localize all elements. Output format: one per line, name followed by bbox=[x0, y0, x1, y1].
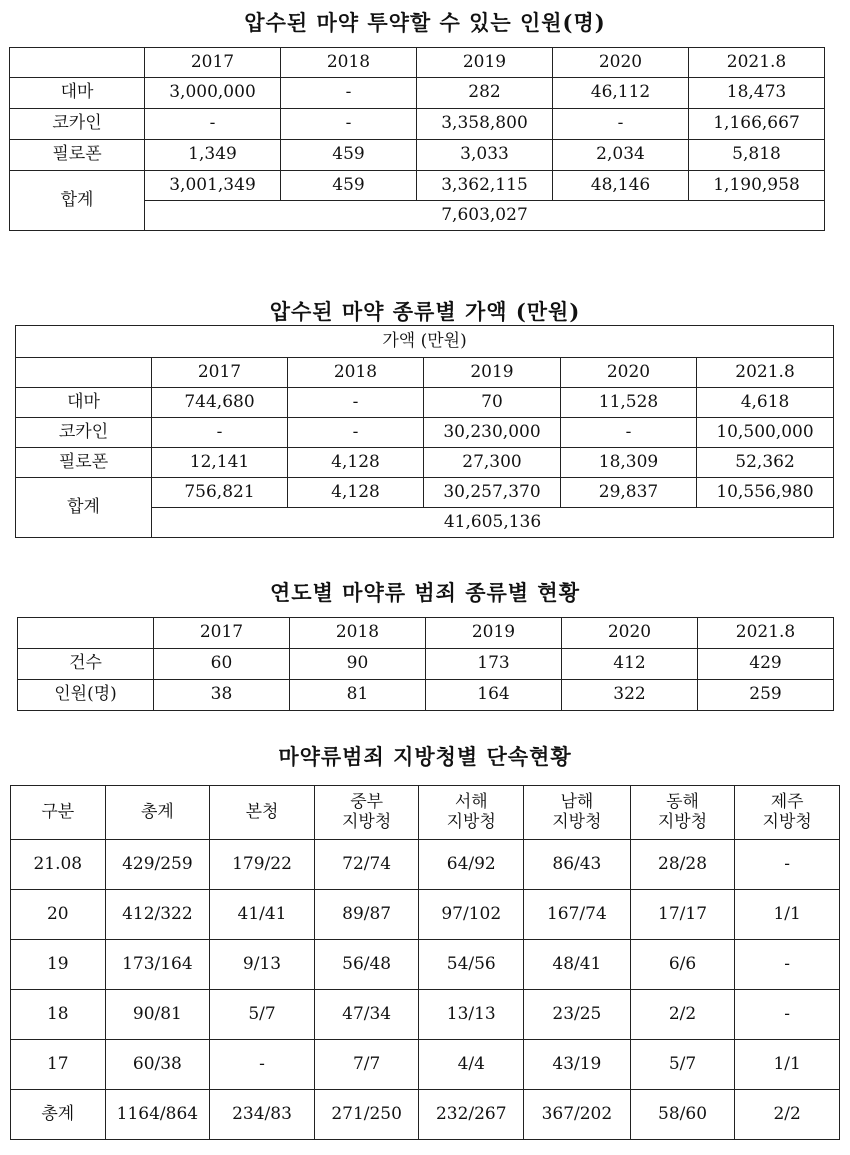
cell: - bbox=[735, 840, 840, 890]
row-label: 건수 bbox=[18, 649, 154, 680]
people-table bbox=[9, 47, 825, 231]
header-namhae: 남해 지방청 bbox=[524, 786, 631, 840]
cell: 173/164 bbox=[105, 940, 210, 990]
cell: 2,034 bbox=[553, 140, 689, 171]
year-header: 2017 bbox=[145, 48, 281, 78]
year-header: 2018 bbox=[288, 358, 424, 388]
cell: 4,128 bbox=[288, 478, 424, 508]
table-row bbox=[18, 649, 834, 680]
cell: 167/74 bbox=[524, 890, 631, 940]
row-label: 대마 bbox=[16, 388, 152, 418]
cell: 1,349 bbox=[145, 140, 281, 171]
corner-cell bbox=[16, 358, 152, 388]
cell: 1164/864 bbox=[105, 1090, 210, 1140]
table-row bbox=[11, 990, 840, 1040]
cell: 3,362,115 bbox=[417, 171, 553, 201]
row-label: 인원(명) bbox=[18, 680, 154, 711]
cell: 54/56 bbox=[419, 940, 524, 990]
table4-title: 마약류범죄 지방청별 단속현황 bbox=[278, 744, 572, 769]
table-row bbox=[16, 418, 834, 448]
regional-table bbox=[10, 785, 840, 1140]
cell: - bbox=[735, 940, 840, 990]
row-label: 필로폰 bbox=[16, 448, 152, 478]
cell: 4/4 bbox=[419, 1040, 524, 1090]
cell: 1/1 bbox=[735, 1040, 840, 1090]
year-header: 2020 bbox=[561, 358, 697, 388]
value-header: 가액 (만원) bbox=[16, 326, 834, 358]
year-header: 2020 bbox=[553, 48, 689, 78]
year-header: 2017 bbox=[154, 618, 290, 649]
table-row bbox=[10, 140, 825, 171]
header-jeju: 제주 지방청 bbox=[735, 786, 840, 840]
cell: 9/13 bbox=[210, 940, 315, 990]
cell: 4,618 bbox=[697, 388, 834, 418]
total-label: 합계 bbox=[16, 478, 152, 538]
year-header: 2021.8 bbox=[698, 618, 834, 649]
row-label: 21.08 bbox=[11, 840, 106, 890]
table-row bbox=[11, 940, 840, 990]
cell: 23/25 bbox=[524, 990, 631, 1040]
row-label: 대마 bbox=[10, 78, 145, 109]
cell: 429 bbox=[698, 649, 834, 680]
cell: 164 bbox=[426, 680, 562, 711]
table-row bbox=[10, 109, 825, 140]
cell: - bbox=[152, 418, 288, 448]
cell: 10,500,000 bbox=[697, 418, 834, 448]
cell: 1/1 bbox=[735, 890, 840, 940]
cell: 234/83 bbox=[210, 1090, 315, 1140]
cell: 271/250 bbox=[314, 1090, 419, 1140]
cell: - bbox=[145, 109, 281, 140]
cell: 6/6 bbox=[630, 940, 735, 990]
cell: - bbox=[288, 418, 424, 448]
cell: 89/87 bbox=[314, 890, 419, 940]
cell: 7/7 bbox=[314, 1040, 419, 1090]
cell: 90/81 bbox=[105, 990, 210, 1040]
year-header: 2018 bbox=[281, 48, 417, 78]
cell: 41/41 bbox=[210, 890, 315, 940]
cell: 4,128 bbox=[288, 448, 424, 478]
cell: 52,362 bbox=[697, 448, 834, 478]
table-row bbox=[11, 1040, 840, 1090]
row-label: 코카인 bbox=[16, 418, 152, 448]
cell: 412 bbox=[562, 649, 698, 680]
table2-title: 압수된 마약 종류별 가액 (만원) bbox=[269, 299, 581, 324]
cell: 18,309 bbox=[561, 448, 697, 478]
cell: 412/322 bbox=[105, 890, 210, 940]
table-row bbox=[16, 388, 834, 418]
table-row bbox=[10, 78, 825, 109]
table-header-row bbox=[16, 358, 834, 388]
header-jungbu: 중부 지방청 bbox=[314, 786, 419, 840]
header-seohae: 서해 지방청 bbox=[419, 786, 524, 840]
table-caption-row bbox=[16, 326, 834, 358]
cell: 232/267 bbox=[419, 1090, 524, 1140]
row-label: 18 bbox=[11, 990, 106, 1040]
cell: 5/7 bbox=[210, 990, 315, 1040]
cell: 259 bbox=[698, 680, 834, 711]
cell: - bbox=[735, 990, 840, 1040]
year-header: 2021.8 bbox=[697, 358, 834, 388]
cell: 1,166,667 bbox=[689, 109, 825, 140]
cell: 81 bbox=[290, 680, 426, 711]
total-label: 합계 bbox=[10, 171, 145, 231]
table3-title: 연도별 마약류 범죄 종류별 현황 bbox=[270, 580, 580, 605]
row-label: 필로폰 bbox=[10, 140, 145, 171]
year-header: 2018 bbox=[290, 618, 426, 649]
cell: 86/43 bbox=[524, 840, 631, 890]
year-header: 2019 bbox=[424, 358, 561, 388]
cell: 72/74 bbox=[314, 840, 419, 890]
cell: 60/38 bbox=[105, 1040, 210, 1090]
corner-cell bbox=[18, 618, 154, 649]
cell: 3,001,349 bbox=[145, 171, 281, 201]
cell: 429/259 bbox=[105, 840, 210, 890]
total-row bbox=[11, 1090, 840, 1140]
corner-cell bbox=[10, 48, 145, 78]
cell: 5/7 bbox=[630, 1040, 735, 1090]
cell: - bbox=[210, 1040, 315, 1090]
crime-table bbox=[17, 617, 834, 711]
cell: - bbox=[281, 78, 417, 109]
table-header-row bbox=[11, 786, 840, 840]
cell: 56/48 bbox=[314, 940, 419, 990]
table-row bbox=[18, 680, 834, 711]
cell: 17/17 bbox=[630, 890, 735, 940]
header-total: 총계 bbox=[105, 786, 210, 840]
cell: 459 bbox=[281, 140, 417, 171]
cell: 367/202 bbox=[524, 1090, 631, 1140]
cell: 11,528 bbox=[561, 388, 697, 418]
row-label: 코카인 bbox=[10, 109, 145, 140]
table-header-row bbox=[10, 48, 825, 78]
total-row bbox=[16, 478, 834, 508]
cell: 3,000,000 bbox=[145, 78, 281, 109]
cell: 10,556,980 bbox=[697, 478, 834, 508]
cell: - bbox=[288, 388, 424, 418]
cell: 46,112 bbox=[553, 78, 689, 109]
cell: 43/19 bbox=[524, 1040, 631, 1090]
row-label: 20 bbox=[11, 890, 106, 940]
table-row bbox=[11, 890, 840, 940]
row-label: 19 bbox=[11, 940, 106, 990]
cell: 756,821 bbox=[152, 478, 288, 508]
cell: 282 bbox=[417, 78, 553, 109]
cell: 97/102 bbox=[419, 890, 524, 940]
year-header: 2019 bbox=[417, 48, 553, 78]
cell: 60 bbox=[154, 649, 290, 680]
cell: 90 bbox=[290, 649, 426, 680]
cell: 322 bbox=[562, 680, 698, 711]
cell: 12,141 bbox=[152, 448, 288, 478]
cell: 48/41 bbox=[524, 940, 631, 990]
year-header: 2021.8 bbox=[689, 48, 825, 78]
cell: 47/34 bbox=[314, 990, 419, 1040]
table-row bbox=[16, 448, 834, 478]
cell: - bbox=[553, 109, 689, 140]
cell: 2/2 bbox=[630, 990, 735, 1040]
cell: 3,358,800 bbox=[417, 109, 553, 140]
cell: 70 bbox=[424, 388, 561, 418]
cell: 459 bbox=[281, 171, 417, 201]
year-header: 2020 bbox=[562, 618, 698, 649]
cell: 64/92 bbox=[419, 840, 524, 890]
header-category: 구분 bbox=[11, 786, 106, 840]
table1-title: 압수된 마약 투약할 수 있는 인원(명) bbox=[244, 10, 606, 35]
cell: 179/22 bbox=[210, 840, 315, 890]
cell: 18,473 bbox=[689, 78, 825, 109]
cell: 1,190,958 bbox=[689, 171, 825, 201]
cell: 5,818 bbox=[689, 140, 825, 171]
cell: 744,680 bbox=[152, 388, 288, 418]
year-header: 2019 bbox=[426, 618, 562, 649]
cell: 2/2 bbox=[735, 1090, 840, 1140]
cell: - bbox=[561, 418, 697, 448]
cell: 29,837 bbox=[561, 478, 697, 508]
grand-total: 41,605,136 bbox=[152, 508, 834, 538]
cell: - bbox=[281, 109, 417, 140]
cell: 30,230,000 bbox=[424, 418, 561, 448]
cell: 30,257,370 bbox=[424, 478, 561, 508]
year-header: 2017 bbox=[152, 358, 288, 388]
grand-total: 7,603,027 bbox=[145, 201, 825, 231]
cell: 28/28 bbox=[630, 840, 735, 890]
row-label: 총계 bbox=[11, 1090, 106, 1140]
total-row bbox=[10, 171, 825, 201]
table-header-row bbox=[18, 618, 834, 649]
table-row bbox=[11, 840, 840, 890]
header-hq: 본청 bbox=[210, 786, 315, 840]
header-donghae: 동해 지방청 bbox=[630, 786, 735, 840]
cell: 13/13 bbox=[419, 990, 524, 1040]
cell: 58/60 bbox=[630, 1090, 735, 1140]
row-label: 17 bbox=[11, 1040, 106, 1090]
value-table bbox=[15, 325, 834, 538]
cell: 48,146 bbox=[553, 171, 689, 201]
cell: 38 bbox=[154, 680, 290, 711]
cell: 3,033 bbox=[417, 140, 553, 171]
cell: 27,300 bbox=[424, 448, 561, 478]
cell: 173 bbox=[426, 649, 562, 680]
